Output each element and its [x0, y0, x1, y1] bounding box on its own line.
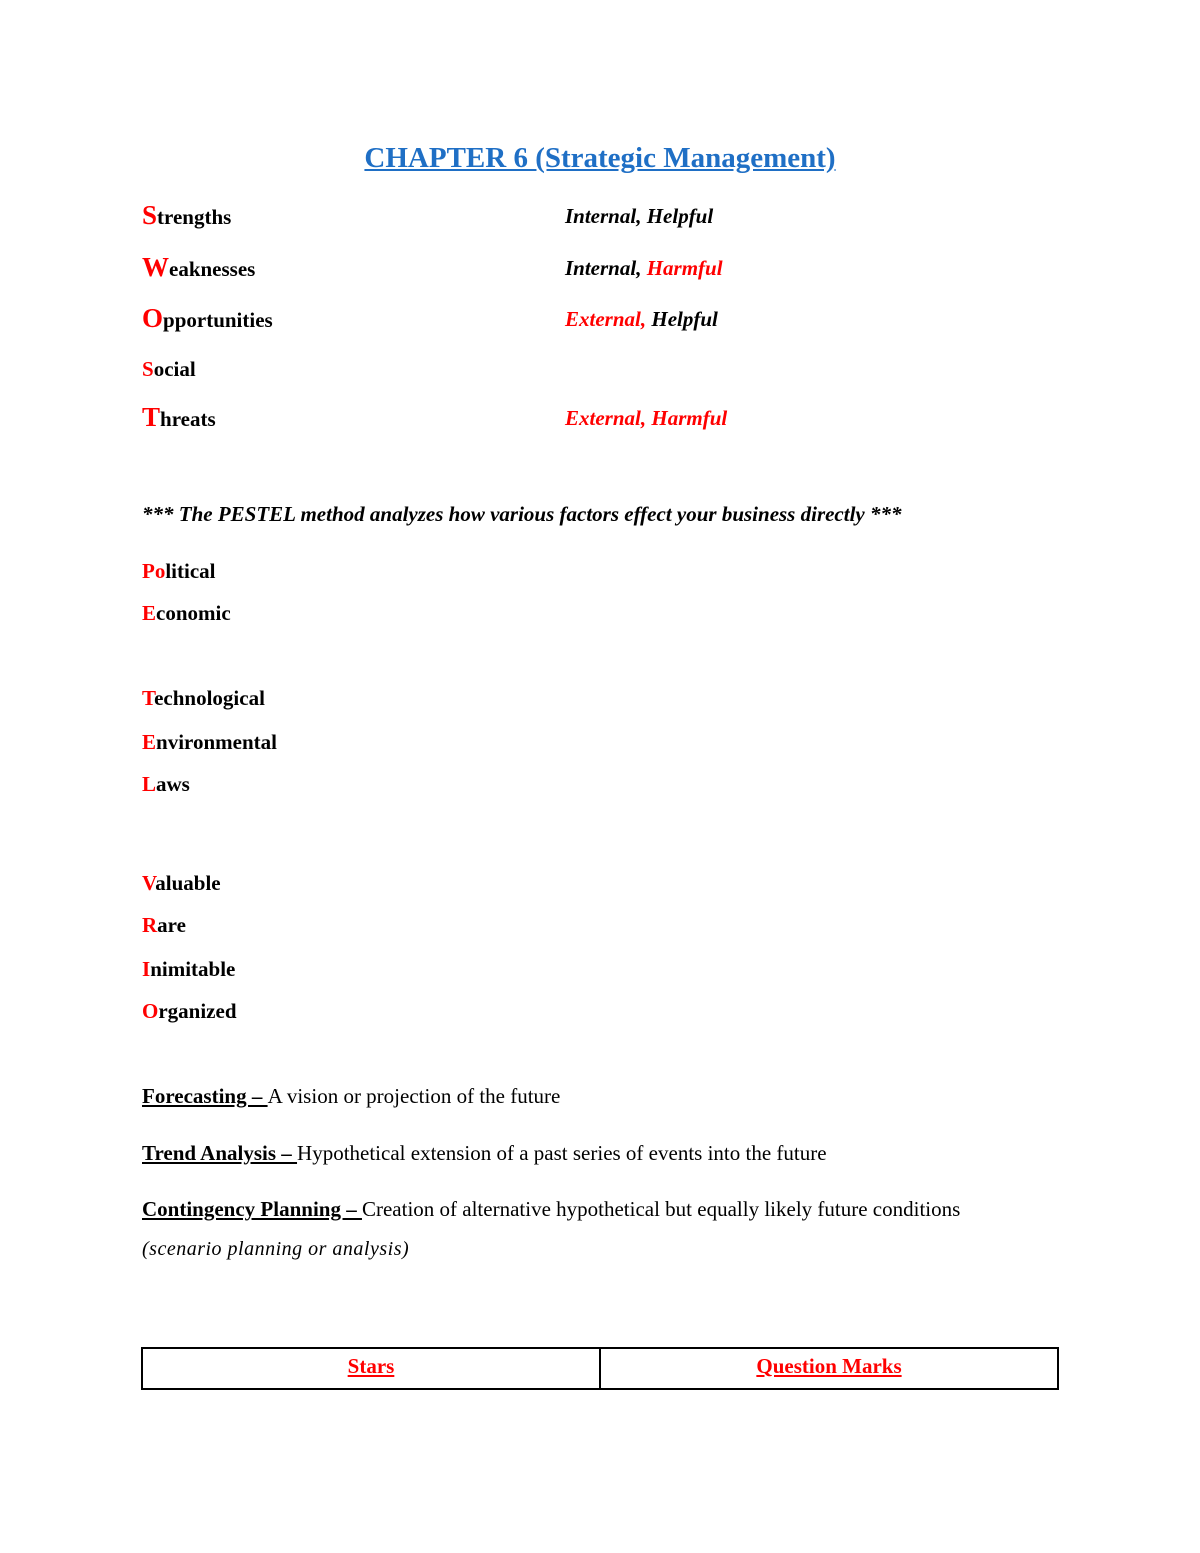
swot-qualifier-opportunities: External, Helpful — [565, 307, 718, 331]
pestel-term-technological: Technological — [142, 686, 265, 710]
pestel-term-economic: Economic — [142, 601, 231, 625]
bcg-cell-stars: Stars — [347, 1354, 395, 1378]
pestel-term-environmental: Environmental — [142, 730, 277, 754]
bcg-matrix-table — [141, 1347, 1059, 1390]
page-title: CHAPTER 6 (Strategic Management) — [364, 142, 836, 174]
swot-term-weaknesses: Weaknesses — [142, 252, 256, 282]
swot-term-threats: Threats — [142, 402, 216, 432]
pestel-term-political: Political — [142, 559, 216, 583]
bcg-cell-question-marks: Question Marks — [599, 1349, 1057, 1388]
swot-qualifier-strengths: Internal, Helpful — [565, 204, 714, 228]
vrio-term-inimitable: Inimitable — [142, 957, 236, 981]
swot-qualifier-threats: External, Harmful — [565, 406, 728, 430]
swot-term-opportunities: Opportunities — [142, 303, 273, 333]
contingency-note: (scenario planning or analysis) — [142, 1238, 410, 1260]
pestel-note: *** The PESTEL method analyzes how various factors effect your business directly *** — [142, 502, 902, 526]
vrio-term-valuable: Valuable — [142, 871, 221, 895]
vrio-term-rare: Rare — [142, 913, 186, 937]
swot-term-social: Social — [142, 357, 196, 381]
definition-forecasting: Forecasting – A vision or projection of the future — [142, 1084, 561, 1108]
swot-term-strengths: Strengths — [142, 200, 232, 230]
definition-trend-analysis: Trend Analysis – Hypothetical extension of a past series of events into the future — [142, 1141, 827, 1165]
swot-qualifier-weaknesses: Internal, Harmful — [565, 256, 723, 280]
vrio-term-organized: Organized — [142, 999, 237, 1023]
pestel-term-laws: Laws — [142, 772, 190, 796]
definition-contingency-planning: Contingency Planning – Creation of alternative hypothetical but equally likely future conditions — [142, 1197, 961, 1221]
